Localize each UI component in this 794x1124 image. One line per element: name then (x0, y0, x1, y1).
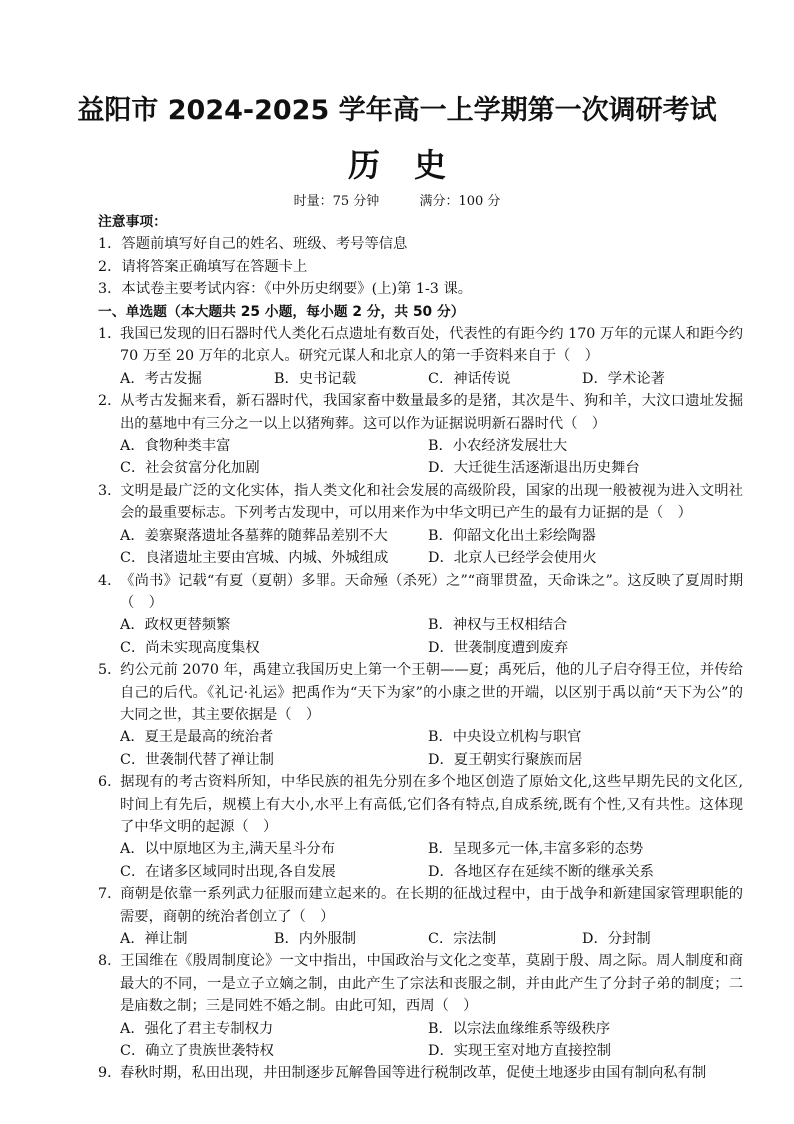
question-text: 1．我国已发现的旧石器时代人类化石点遗址有数百处，代表性的有距今约 170 万年的元谋人和距今约 70 万至 20 万年的北京人。研究元谋人和北京人的第一手资料来自于（ ） (98, 326, 743, 365)
option-a[interactable]: A．食物种类丰富 (120, 438, 231, 455)
option-d[interactable]: D．各地区存在延续不断的继承关系 (428, 863, 654, 880)
option-b[interactable]: B．呈现多元一体,丰富多彩的态势 (428, 841, 644, 858)
subject-title: 历史 (347, 146, 480, 184)
question-text: 9．春秋时期，私田出现，井田制逐步瓦解鲁国等进行税制改革，促使土地逐步由国有制向私有制 (98, 1065, 707, 1082)
option-c[interactable]: C．社会贫富分化加剧 (120, 460, 260, 477)
option-b[interactable]: B．中央设立机构与职官 (428, 729, 582, 746)
options (98, 1018, 743, 1063)
question-1 (98, 323, 743, 390)
option-d[interactable]: D．世袭制度遭到废弃 (428, 639, 569, 656)
options (98, 838, 743, 883)
option-b[interactable]: B．以宗法血缘维系等级秩序 (428, 1020, 611, 1037)
options (98, 435, 743, 480)
option-b[interactable]: B．仰韶文化出土彩绘陶器 (428, 527, 596, 544)
option-a[interactable]: A．夏王是最高的统治者 (120, 729, 274, 746)
option-c[interactable]: C．宗法制 (428, 931, 497, 947)
note-item: 1．答题前填写好自己的姓名、班级、考号等信息 (98, 236, 408, 253)
exam-meta (0, 190, 794, 209)
option-a[interactable]: A．以中原地区为主,满天星斗分布 (120, 841, 336, 858)
section-heading: 一、单选题（本大题共 25 小题，每小题 2 分，共 50 分） (98, 303, 465, 320)
option-c[interactable]: C．世袭制代替了禅让制 (120, 751, 274, 768)
question-text: 4．《尚书》记载“有夏（夏朝）多罪。天命殛（杀死）之”“商罪贯盈，天命诛之”。这反映了夏周时期（ ） (98, 572, 743, 611)
option-b[interactable]: B．内外服制 (274, 931, 356, 947)
note-item: 3．本试卷主要考试内容：《中外历史纲要》(上)第 1-3 课。 (98, 281, 473, 298)
question-6 (98, 771, 743, 883)
question-4 (98, 570, 743, 660)
options (98, 368, 743, 390)
exam-title: 益阳市 2024-2025 学年高一上学期第一次调研考试 (77, 95, 717, 126)
option-d[interactable]: D．大迁徙生活逐渐退出历史舞台 (428, 460, 640, 477)
question-text: 2．从考古发掘来看，新石器时代，我国家畜中数量最多的是猪，其次是牛、狗和羊，大汶口遗址发掘出的墓地中有三分之一以上以猪殉葬。这可以作为证据说明新石器时代（ ） (98, 393, 743, 432)
options (98, 928, 743, 950)
question-text: 5．约公元前 2070 年，禹建立我国历史上第一个王朝——夏；禹死后，他的儿子启夺得王位，并传给自己的后代。《礼记·礼运》把禹作为“天下为家”的小康之世的开端，以区别于禹以前“天下为公”的大同之世，其主要依据是（ ） (98, 662, 743, 723)
options (98, 525, 743, 570)
question-2 (98, 390, 743, 480)
option-a[interactable]: A．强化了君主专制权力 (120, 1020, 274, 1037)
option-d[interactable]: D．夏王朝实行聚族而居 (428, 751, 583, 768)
option-d[interactable]: D．分封制 (582, 931, 651, 947)
question-text: 7．商朝是依靠一系列武力征服而建立起来的。在长期的征战过程中，由于战争和新建国家管理职能的需要，商朝的统治者创立了（ ） (98, 886, 743, 925)
options (98, 726, 743, 771)
option-d[interactable]: D．实现王室对地方直接控制 (428, 1043, 612, 1060)
notes-heading: 注意事项： (98, 214, 167, 230)
question-7 (98, 883, 743, 950)
option-d[interactable]: D．学术论著 (582, 370, 665, 387)
option-a[interactable]: A．考古发掘 (120, 370, 202, 387)
option-c[interactable]: C．神话传说 (428, 370, 511, 387)
options (98, 614, 743, 659)
option-a[interactable]: A．禅让制 (120, 931, 188, 947)
question-text: 3．文明是最广泛的文化实体，指人类文化和社会发展的高级阶段，国家的出现一般被视为进入文明社会的最重要标志。下列考古发现中，可以用来作为中华文明已产生的最有力证据的是（ ） (98, 482, 743, 522)
question-text: 8．王国维在《殷周制度论》一文中指出，中国政治与文化之变革，莫剧于殷、周之际。周人制度和商最大的不同，一是立子立嫡之制，由此产生了宗法和丧服之制，并由此产生了分封子弟的制度；二是庙数之制；三是同姓不婚之制。由此可知，西周（ ） (98, 953, 743, 1015)
option-b[interactable]: B．神权与王权相结合 (428, 617, 568, 634)
option-b[interactable]: B．史书记载 (274, 370, 356, 387)
question-9 (98, 1062, 743, 1084)
exam-body (98, 211, 743, 1085)
option-c[interactable]: C．在诸多区域同时出现,各自发展 (120, 863, 336, 880)
question-5 (98, 659, 743, 771)
option-c[interactable]: C．确立了贵族世袭特权 (120, 1043, 274, 1060)
option-c[interactable]: C．良渚遗址主要由宫城、内城、外城组成 (120, 550, 389, 567)
option-b[interactable]: B．小农经济发展壮大 (428, 438, 568, 455)
option-a[interactable]: A．姜寨聚落遗址各墓葬的随葬品差别不大 (120, 527, 388, 544)
question-8 (98, 950, 743, 1062)
exam-score: 满分：100 分 (419, 194, 501, 209)
option-a[interactable]: A．政权更替频繁 (120, 617, 231, 634)
option-c[interactable]: C．尚未实现高度集权 (120, 639, 260, 656)
exam-time: 时量：75 分钟 (293, 194, 380, 209)
question-3 (98, 480, 743, 570)
question-text: 6．据现有的考古资料所知，中华民族的祖先分别在多个地区创造了原始文化,这些早期先民的文化区,时间上有先后，规模上有大小,水平上有高低,它们各有特点,自成系统,既有个性,又有共性。这体现了中华文明的起源（ ） (98, 774, 743, 835)
note-item: 2．请将答案正确填写在答题卡上 (98, 258, 308, 275)
option-d[interactable]: D．北京人已经学会使用火 (428, 550, 597, 567)
